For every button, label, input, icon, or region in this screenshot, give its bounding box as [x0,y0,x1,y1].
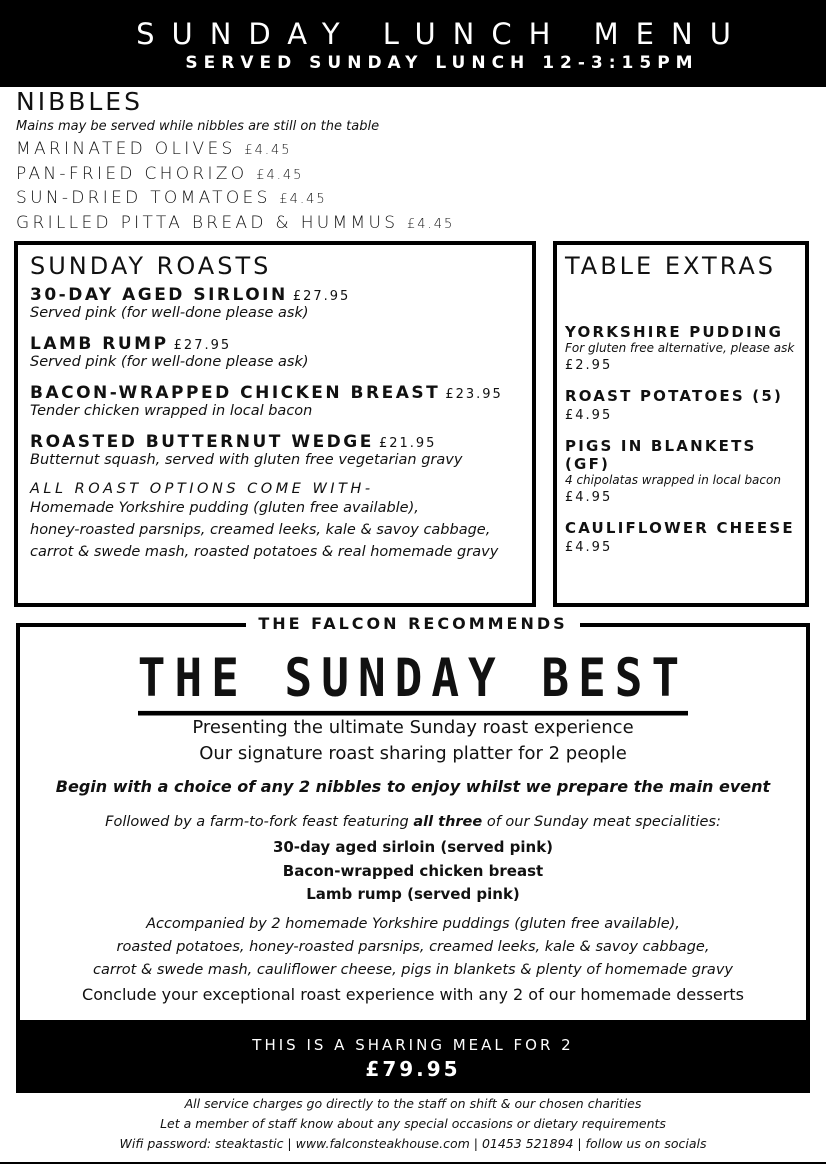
all-options-line: honey-roasted parsnips, creamed leeks, kale & savoy cabbage, [30,522,491,538]
extra-name: ROAST POTATOES (5) [565,387,784,405]
roast-desc: Served pink (for well-done please ask) [30,305,309,321]
sunday-best-title-text: THE SUNDAY BEST [138,647,688,716]
intro-line: Presenting the ultimate Sunday roast experience [192,717,634,738]
extra-item [565,437,797,505]
sunday-best-title [20,646,806,711]
roast-price: £27.95 [173,338,232,353]
roast-price: £21.95 [378,436,437,451]
bottom-rule [0,1162,826,1164]
followed-pre: Followed by a farm-to-fork feast featuring [105,814,414,830]
followed-post: of our Sunday meat specialities: [482,814,721,830]
footer-line: All service charges go directly to the staff on shift & our chosen charities [184,1096,642,1111]
footer-line: Let a member of staff know about any special occasions or dietary requirements [160,1116,666,1131]
roast-price: £27.95 [292,289,351,304]
menu-subtitle: SERVED SUNDAY LUNCH 12-3:15PM [185,53,699,73]
extra-name: PIGS IN BLANKETS (GF) [565,437,757,473]
extras-heading: TABLE EXTRAS [565,252,777,280]
extra-desc: 4 chipolatas wrapped in local bacon [565,473,781,487]
roast-price: £23.95 [445,387,503,402]
followed-text [20,814,806,830]
nibble-item [16,138,776,163]
meats-list [20,836,806,907]
roast-desc: Butternut squash, served with gluten free vegetarian gravy [30,452,463,468]
menu-title: SUNDAY LUNCH MENU [136,17,748,51]
menu-header [0,0,826,87]
intro-line: Our signature roast sharing platter for 2 people [199,743,627,764]
sunday-roasts-box [14,241,536,607]
footer [0,1094,826,1154]
roast-name: ROASTED BUTTERNUT WEDGE [30,432,374,452]
extra-item [565,519,797,555]
nibble-name: MARINATED OLIVES [16,139,236,159]
nibbles-note: Mains may be served while nibbles are still on the table [16,119,380,134]
extra-name: CAULIFLOWER CHEESE [565,519,795,537]
extra-price: £2.95 [565,358,613,373]
sharing-price: £79.95 [365,1057,461,1081]
accompaniments [20,913,806,982]
roast-item [30,383,520,419]
extra-item [565,323,797,373]
all-options-line: carrot & swede mash, roasted potatoes & real homemade gravy [30,544,499,560]
footer-line: Wifi password: steaktastic | www.falconsteakhouse.com | 01453 521894 | follow us on socials [119,1136,707,1151]
accomp-line: Accompanied by 2 homemade Yorkshire puddings (gluten free available), [146,916,680,932]
nibble-price: £4.45 [279,192,327,207]
table-extras-box [553,241,809,607]
roast-item [30,285,520,321]
nibble-price: £4.45 [407,216,455,232]
extra-desc: For gluten free alternative, please ask [565,341,795,355]
all-options-line: Homemade Yorkshire pudding (gluten free available), [30,500,419,516]
sharing-label: THIS IS A SHARING MEAL FOR 2 [252,1036,574,1054]
extra-price: £4.95 [565,408,613,423]
begin-text: Begin with a choice of any 2 nibbles to enjoy whilst we prepare the main event [55,777,771,796]
nibble-item [16,212,776,237]
roast-desc: Served pink (for well-done please ask) [30,354,309,370]
roast-name: LAMB RUMP [30,334,169,354]
all-options-heading: ALL ROAST OPTIONS COME WITH- [30,481,374,497]
nibble-name: GRILLED PITTA BREAD & HUMMUS [16,212,399,233]
roast-name: 30-DAY AGED SIRLOIN [30,285,288,305]
nibble-item [16,163,776,188]
roast-item [30,432,520,468]
roast-name: BACON-WRAPPED CHICKEN BREAST [30,383,441,403]
nibble-name: PAN-FRIED CHORIZO [16,163,248,184]
nibble-name: SUN-DRIED TOMATOES [16,188,271,208]
accomp-line: carrot & swede mash, cauliflower cheese, pigs in blankets & plenty of homemade gravy [93,962,733,978]
intro-text [20,715,806,767]
extra-name: YORKSHIRE PUDDING [565,323,784,341]
nibble-item [16,187,776,212]
extra-price: £4.95 [565,540,613,555]
meat-item: 30-day aged sirloin (served pink) [272,838,554,856]
recommends-label [20,614,806,633]
recommends-text: THE FALCON RECOMMENDS [246,614,579,633]
extra-item [565,387,797,423]
roast-item [30,334,520,370]
meat-item: Lamb rump (served pink) [306,885,520,903]
meat-item: Bacon-wrapped chicken breast [282,861,544,880]
conclude-text: Conclude your exceptional roast experience with any 2 of our homemade desserts [82,985,744,1004]
sharing-banner [20,1020,806,1093]
extra-price: £4.95 [565,490,613,505]
nibbles-section [16,87,776,236]
nibbles-heading: NIBBLES [16,87,143,116]
followed-bold: all three [413,814,483,830]
accomp-line: roasted potatoes, honey-roasted parsnips, creamed leeks, kale & savoy cabbage, [116,939,710,955]
nibble-price: £4.45 [256,167,304,183]
nibble-price: £4.45 [244,143,292,158]
roast-desc: Tender chicken wrapped in local bacon [30,403,313,419]
sunday-best-box [16,614,810,1093]
roasts-heading: SUNDAY ROASTS [30,252,272,280]
